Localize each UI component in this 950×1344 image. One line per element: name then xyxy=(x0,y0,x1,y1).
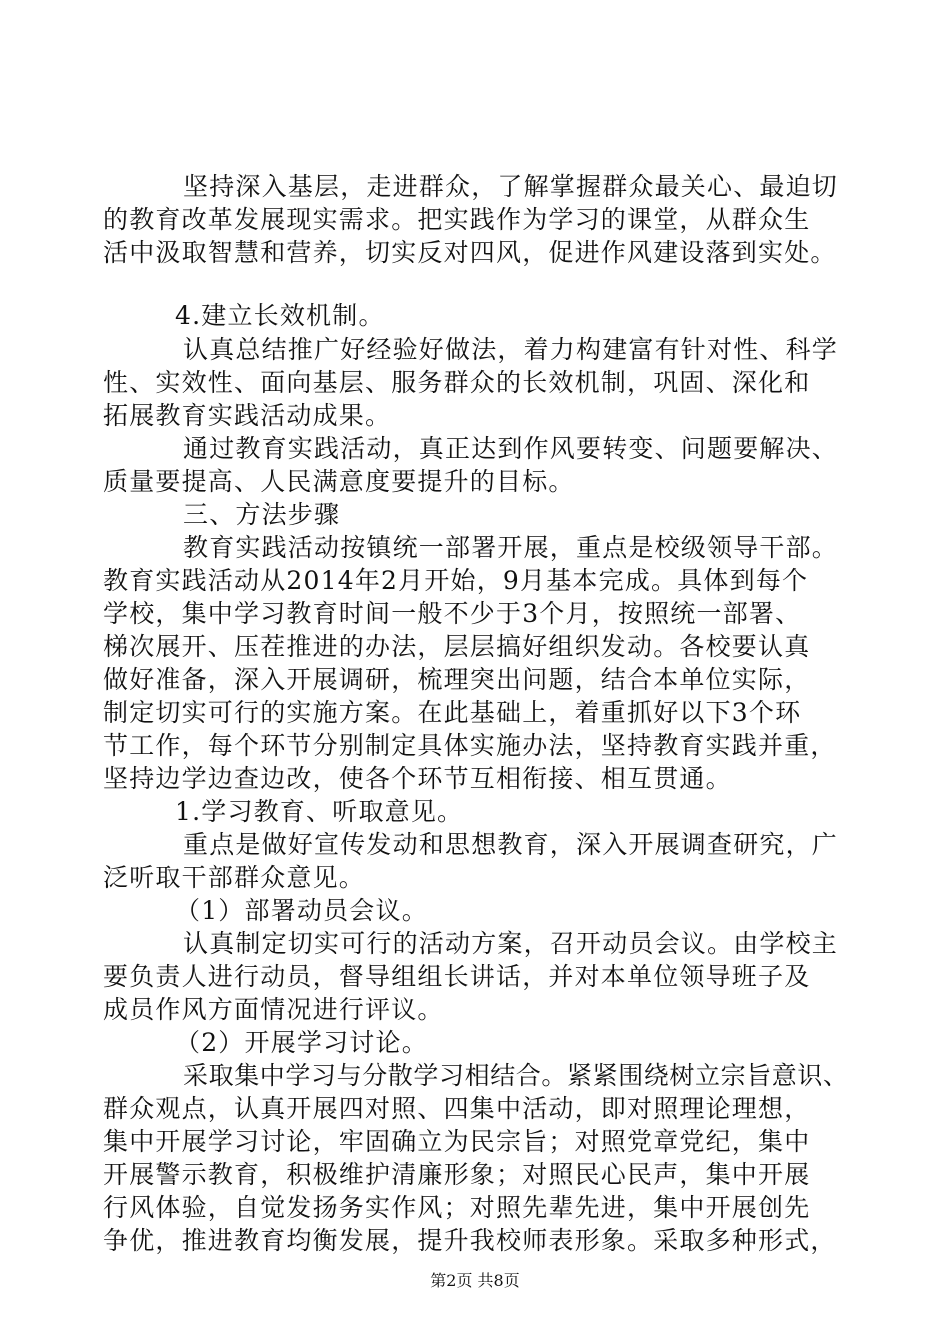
text-line: 成员作风方面情况进行评议。 xyxy=(103,995,444,1024)
text-line: 采取集中学习与分散学习相结合。紧紧围绕树立宗旨意识、 xyxy=(183,1061,849,1090)
text-line: 泛听取干部群众意见。 xyxy=(103,863,366,892)
text-line: 通过教育实践活动，真正达到作风要转变、问题要解决、 xyxy=(183,434,839,463)
text-line: 争优，推进教育均衡发展，提升我校师表形象。采取多种形式， xyxy=(103,1226,837,1255)
section-heading: 三、方法步骤 xyxy=(183,500,341,529)
sub-heading: （2）开展学习讨论。 xyxy=(175,1028,428,1057)
text-line: 制定切实可行的实施方案。在此基础上，着重抓好以下3个环 xyxy=(103,698,802,727)
text-line: 集中开展学习讨论，牢固确立为民宗旨；对照党章党纪，集中 xyxy=(103,1127,811,1156)
sub-heading: （1）部署动员会议。 xyxy=(175,896,428,925)
text-line: 群众观点，认真开展四对照、四集中活动，即对照理论理想， xyxy=(103,1094,811,1123)
text-line: 开展警示教育，积极维护清廉形象；对照民心民声，集中开展 xyxy=(103,1160,811,1189)
text-line: 认真总结推广好经验好做法，着力构建富有针对性、科学 xyxy=(183,335,839,364)
section-heading: 4.建立长效机制。 xyxy=(175,301,385,330)
text-line: 教育实践活动从2014年2月开始，9月基本完成。具体到每个 xyxy=(103,566,809,595)
section-heading: 1.学习教育、听取意见。 xyxy=(175,797,464,826)
text-line: 节工作，每个环节分别制定具体实施办法，坚持教育实践并重， xyxy=(103,731,837,760)
text-line: 要负责人进行动员，督导组组长讲话，并对本单位领导班子及 xyxy=(103,962,811,991)
page-footer: 第2页 共8页 xyxy=(430,1271,520,1290)
text-line: 重点是做好宣传发动和思想教育，深入开展调查研究，广 xyxy=(183,830,839,859)
text-line: 行风体验，自觉发扬务实作风；对照先辈先进，集中开展创先 xyxy=(103,1193,811,1222)
text-line: 学校，集中学习教育时间一般不少于3个月，按照统一部署、 xyxy=(103,599,802,628)
text-line: 拓展教育实践活动成果。 xyxy=(103,401,392,430)
text-line: 认真制定切实可行的活动方案，召开动员会议。由学校主 xyxy=(183,929,839,958)
text-line: 教育实践活动按镇统一部署开展，重点是校级领导干部。 xyxy=(183,533,839,562)
text-line: 梯次展开、压茬推进的办法，层层搞好组织发动。各校要认真 xyxy=(103,632,811,661)
text-line: 做好准备，深入开展调研，梳理突出问题，结合本单位实际， xyxy=(103,665,811,694)
text-line: 活中汲取智慧和营养，切实反对四风，促进作风建设落到实处。 xyxy=(103,238,837,267)
text-line: 坚持深入基层，走进群众，了解掌握群众最关心、最迫切 xyxy=(183,172,839,201)
text-line: 坚持边学边查边改，使各个环节互相衔接、相互贯通。 xyxy=(103,764,732,793)
text-line: 的教育改革发展现实需求。把实践作为学习的课堂，从群众生 xyxy=(103,205,811,234)
text-line: 性、实效性、面向基层、服务群众的长效机制，巩固、深化和 xyxy=(103,368,811,397)
text-line: 质量要提高、人民满意度要提升的目标。 xyxy=(103,467,575,496)
